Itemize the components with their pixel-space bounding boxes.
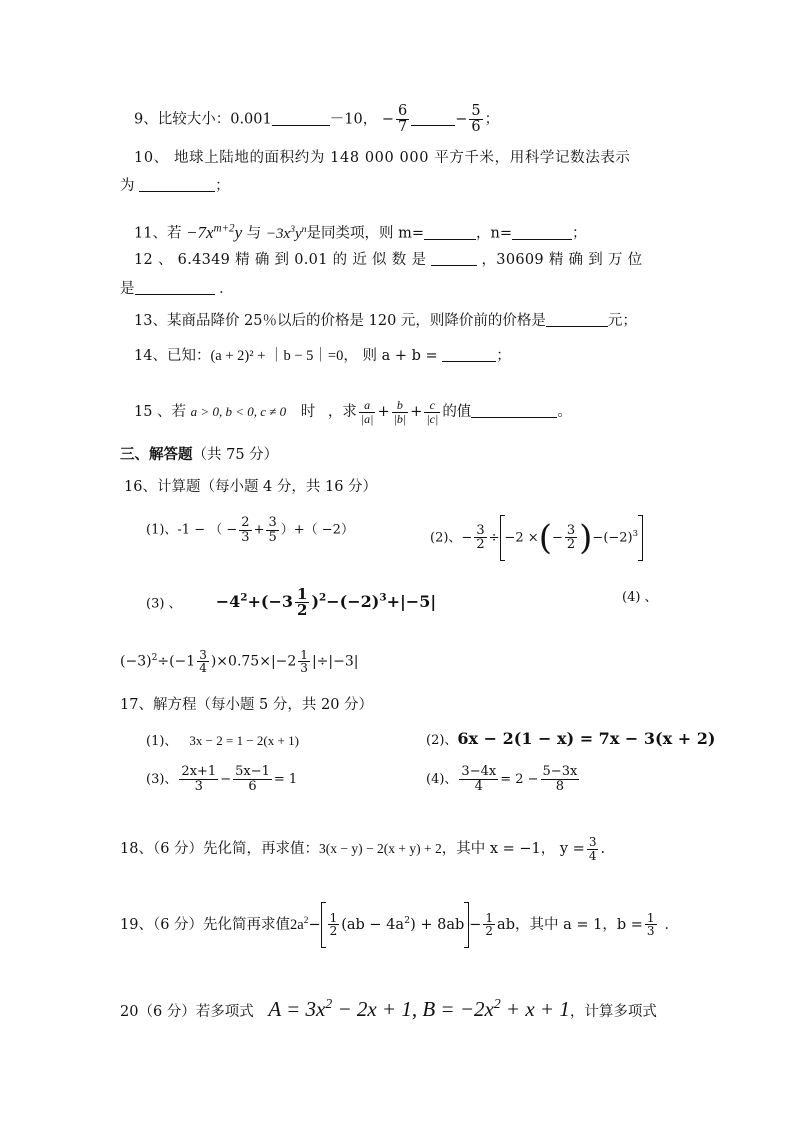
q17-part-2: (2)、6x − 2(1 − x) = 7x − 3(x + 2) bbox=[426, 729, 716, 748]
q16-part-1: (1)、-1 − （ − $\frac{2}{3}$ + $\frac{3}{5}$ ）+（ −2） bbox=[146, 515, 354, 545]
q12-blank-2[interactable] bbox=[135, 280, 215, 295]
q13-line: 13、某商品降价 25％以后的价格是 120 元，则降价前的价格是 元； bbox=[134, 313, 637, 329]
q16-part-2: (2)、− $\frac{3}{2}$ ÷ −2 ×(− $\frac{3}{2}$ )$-(-2)^3$ bbox=[430, 510, 643, 561]
q15-fraction-b: $\frac{b}{|b|}$ bbox=[393, 397, 407, 426]
q15-fraction-a: $\frac{a}{|a|}$ bbox=[360, 397, 374, 426]
q14-blank[interactable] bbox=[442, 347, 496, 362]
q9-mid: －10， bbox=[329, 111, 378, 128]
q10-line-1: 10、 地球上陆地的面积约为 148 000 000 平方千米，用科学记数法表示 bbox=[134, 150, 631, 166]
q17-title: 17、解方程（每小题 5 分，共 20 分） bbox=[120, 697, 374, 713]
q16-part-4-label: (4) 、 bbox=[622, 590, 658, 605]
q14-line: 14、已知：(a + 2)² + ｜b − 5｜=0， 则 a + b = ； bbox=[134, 348, 511, 364]
q9-label: 9、比较大小：0.001 bbox=[134, 111, 272, 128]
q11-blank-n[interactable] bbox=[512, 225, 572, 240]
q18-line: 18、（6 分）先化简，再求值：3(x − y) − 2(x + y) + 2，其中 x = −1， y = $\frac{3}{4}$ . bbox=[120, 834, 606, 863]
q17-part-1: (1)、 3x − 2 = 1 − 2(x + 1) bbox=[146, 733, 299, 749]
q9-line: 9、比较大小：0.001 －10， − $\frac{6}{7}$ − $\frac{5}{6}$ ； bbox=[134, 103, 500, 136]
q9-fraction-b: $\frac{5}{6}$ bbox=[471, 103, 481, 136]
q13-blank[interactable] bbox=[546, 312, 608, 327]
section-3-title: 三、解答题（共 75 分） bbox=[120, 447, 279, 463]
q20-line: 20（6 分）若多项式 $A = 3x^2 - 2x + 1$, $B = -2x^2 + x + 1$，计算多项式 bbox=[120, 996, 657, 1021]
q17-part-3: (3)、 $\frac{2x+1}{3}$ − $\frac{5x-1}{6}$ = 1 bbox=[146, 764, 298, 794]
q16-title: 16、计算题（每小题 4 分，共 16 分） bbox=[124, 479, 378, 495]
q12-line-1: 12 、 6.4349 精 确 到 0.01 的 近 似 数 是 ，30609 精 确 到 万 位 bbox=[134, 252, 643, 268]
q15-blank[interactable] bbox=[471, 403, 557, 418]
q11-line: 11、若 $-7x^{m+2}y$ 与 $-3x^3y^n$是同类项，则 m= ，n= ； bbox=[134, 222, 587, 242]
q9-blank-1[interactable] bbox=[272, 111, 330, 126]
q10-line-2: 为 ； bbox=[120, 178, 230, 194]
q10-blank[interactable] bbox=[139, 177, 215, 192]
q19-line: 19、（6 分）先化简再求值$2a^2-$ $\frac{1}{2}$ $(ab - 4a^2) + 8ab$ − $\frac{1}{2}$ ab，其中 a = 1，b = $\frac{1}{3}$ ． bbox=[120, 898, 679, 948]
q12-blank-1[interactable] bbox=[431, 251, 477, 266]
q16-part-3: (3) 、 $-4^2+(-3$ $\frac{1}{2}$ )$^2-(-2)^3+|-5|$ bbox=[146, 584, 437, 620]
q12-line-2: 是 ． bbox=[120, 281, 234, 297]
q15-fraction-c: $\frac{c}{|c|}$ bbox=[426, 397, 439, 426]
q9-blank-2[interactable] bbox=[411, 111, 455, 126]
q17-part-4: (4)、 $\frac{3-4x}{4}$ = 2 − $\frac{5-3x}{8}$ bbox=[426, 764, 578, 794]
q16-part-4: $(-3)^2\div(-1$ $\frac{3}{4}$ )×0.75×|−2 $\frac{1}{3}$ |÷|−3| bbox=[120, 647, 359, 676]
q11-blank-m[interactable] bbox=[424, 225, 476, 240]
q15-line: 15 、若 a > 0, b < 0, c ≠ 0 时 ，求 $\frac{a}{|a|}$ + $\frac{b}{|b|}$ + $\frac{c}{|c|}$ 的值 。 bbox=[134, 397, 572, 426]
q9-fraction-a: $\frac{6}{7}$ bbox=[397, 103, 408, 136]
